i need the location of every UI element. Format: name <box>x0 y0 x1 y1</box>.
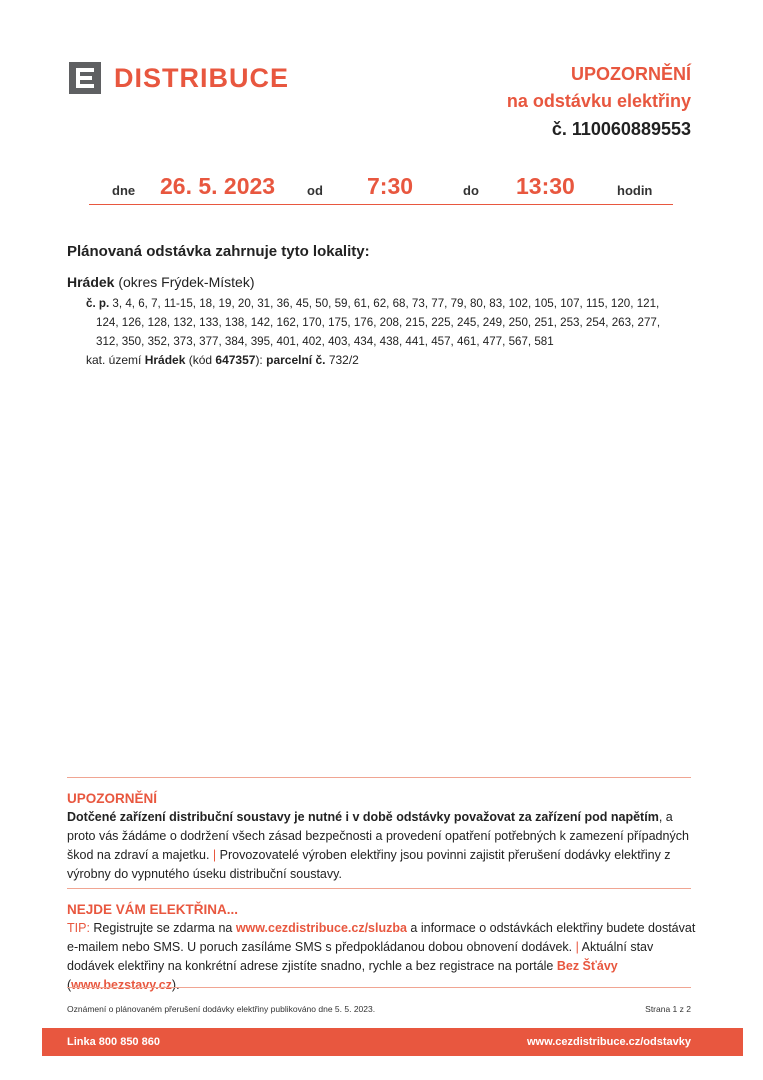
cadastre-line: kat. území Hrádek (kód 647357): parcelní č. 732/2 <box>86 353 359 367</box>
info-text: TIP: Registrujte se zdarma na www.cezdistribuce.cz/sluzba a informace o odstávkách elektřiny budete dostávat e-mailem nebo SMS. U poruch zasíláme SMS s předpokládanou dobou obnovení dodávek. | Aktuální stav dodávek elektřiny na konkrétní adrese zjistíte snadno, rychle a bez registrace na portále Bez Šťávy (www.bezstavy.cz). <box>67 921 696 992</box>
warning-title: UPOZORNĚNÍ <box>67 791 158 806</box>
place-name: Hrádek <box>67 274 115 290</box>
portal-name: Bez Šťávy <box>556 959 618 973</box>
house-numbers-line: 124, 126, 128, 132, 133, 138, 142, 162, 170, 175, 176, 208, 215, 225, 245, 249, 250, 251, 253, 254, 263, 277, <box>96 316 661 329</box>
house-label: č. p. <box>86 297 110 310</box>
end-time: 13:30 <box>516 173 575 199</box>
locality-name <box>67 274 254 290</box>
divider <box>67 777 691 778</box>
notice-title: UPOZORNĚNÍ <box>570 64 691 84</box>
outage-date: 26. 5. 2023 <box>160 173 276 199</box>
schedule-row <box>89 168 673 205</box>
hotline: Linka 800 850 860 <box>67 1036 160 1048</box>
page-number: Strana 1 z 2 <box>645 1004 691 1014</box>
hours-label: hodin <box>617 183 653 198</box>
brand-name: DISTRIBUCE <box>114 63 290 93</box>
place-district: (okres Frýdek-Místek) <box>114 274 255 290</box>
warning-text: Dotčené zařízení distribuční soustavy je nutné i v době odstávky považovat za zařízení pod napětím, a proto vás žádáme o dodržení všech zásad bezpečnosti a provedení opatření potřebných k zamezení případných škod na zdraví a majetku. | Provozovatelé výroben elektřiny jsou povinni zajistit přerušení dodávky elektřiny z výrobny do vypnutého úseku distribuční soustavy. <box>67 810 689 881</box>
tip-label: TIP: <box>67 921 90 935</box>
from-label: od <box>307 183 323 198</box>
cez-logo-icon <box>69 62 101 94</box>
outages-link[interactable]: www.cezdistribuce.cz/odstavky <box>526 1036 691 1048</box>
house-numbers-line: 312, 350, 352, 373, 377, 384, 395, 401, 402, 403, 434, 438, 441, 457, 461, 477, 567, 581 <box>96 335 554 348</box>
publication-note: Oznámení o plánovaném přerušení dodávky elektřiny publikováno dne 5. 5. 2023. <box>67 1004 376 1014</box>
notice-subtitle: na odstávku elektřiny <box>506 91 691 111</box>
house-numbers-line: č. p. 3, 4, 6, 7, 11-15, 18, 19, 20, 31, 36, 45, 50, 59, 61, 62, 68, 73, 77, 79, 80, 83, 102, 105, 107, 115, 120, 121, <box>86 297 660 310</box>
to-label: do <box>463 183 479 198</box>
portal-link[interactable]: www.bezstavy.cz <box>71 978 172 992</box>
notice-header <box>507 60 691 143</box>
localities-heading: Plánovaná odstávka zahrnuje tyto lokality: <box>67 243 370 260</box>
divider <box>67 987 691 988</box>
date-label: dne <box>112 183 136 198</box>
registration-link[interactable]: www.cezdistribuce.cz/sluzba <box>235 921 407 935</box>
notice-number: č. 110060889553 <box>551 119 691 139</box>
info-title: NEJDE VÁM ELEKTŘINA... <box>67 902 239 917</box>
house-numbers <box>86 294 698 351</box>
divider <box>67 888 691 889</box>
start-time: 7:30 <box>367 173 414 199</box>
